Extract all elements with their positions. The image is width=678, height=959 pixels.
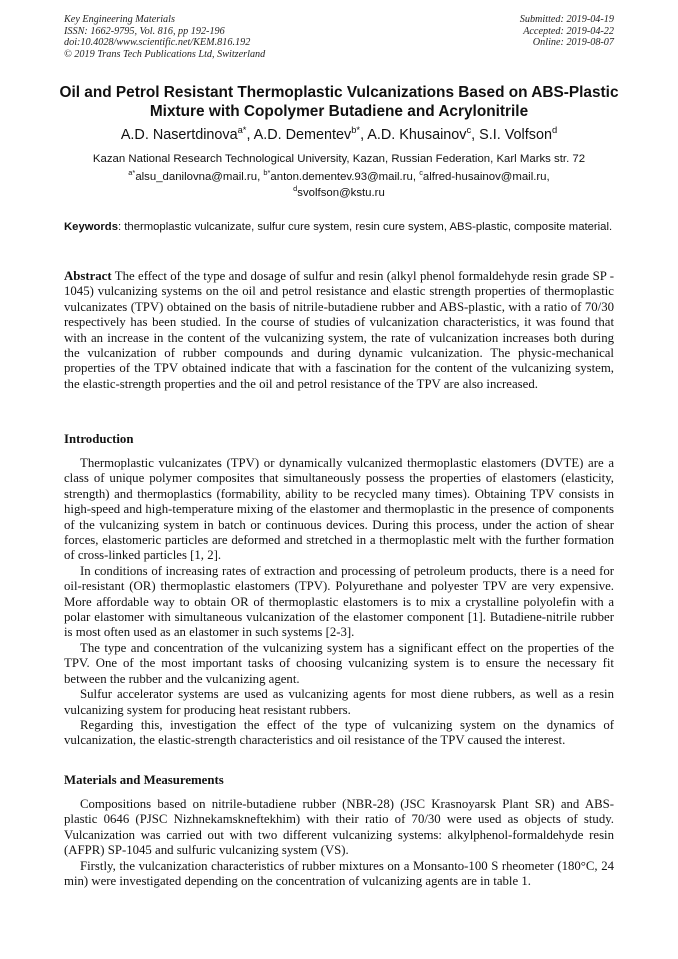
accepted-date: Accepted: 2019-04-22: [523, 25, 614, 37]
journal-name: Key Engineering Materials: [64, 14, 175, 25]
author-marker: a*: [237, 125, 247, 136]
paragraph: In conditions of increasing rates of extraction and processing of petroleum products, there is a need for oil-resistant (OR) thermoplastic elastomers (TPV). Polyurethane and polyester TPV are very expensive. More affordable way to obtain OR of thermoplastic elastomers is to mix a crystalline polyolefin with a polar elastomer with simultaneous vulcanization of the elastomer component [1]. Butadiene-nitrile rubber is most often used as an elastomer in such systems [2-3].: [64, 563, 614, 640]
author-marker: c: [466, 125, 472, 136]
copyright-line: © 2019 Trans Tech Publications Ltd, Switzerland: [64, 48, 266, 60]
author-name: S.I. Volfson: [479, 127, 552, 143]
keywords: [64, 220, 614, 234]
section-introduction: [64, 456, 614, 749]
dates-info: [520, 14, 614, 49]
email-marker: b*: [263, 168, 271, 178]
email-marker: a*: [128, 168, 136, 178]
author-name: A.D. Khusainov: [367, 127, 467, 143]
paragraph: Thermoplastic vulcanizates (TPV) or dynamically vulcanized thermoplastic elastomers (DVTE) are a class of unique polymer composites that simultaneously possess the properties of elastomers (elasticity, strength) and thermoplastics (formability, ability to be recycled many times). Obtaining TPV consists in high-speed and high-temperature mixing of the elastomer and thermoplastic in the presence of components of the vulcanizing system in batch or continuous devices. During this process, under the action of shear forces, elastomeric particles are deformed and stretched in a thermoplastic melt with the further formation of cross-linked particles [1, 2].: [64, 456, 614, 563]
author-list: A.D. Nasertdinova$^{a*}$, A.D. Dementev$^{b*}$, A.D. Khusainov$^c$, S.I. Volfson$^d$: [120, 125, 558, 143]
author-name: A.D. Nasertdinova: [120, 127, 238, 143]
email-marker: c: [419, 168, 423, 178]
abstract-label: Abstract: [64, 269, 112, 283]
abstract-text: The effect of the type and dosage of sulfur and resin (alkyl phenol formaldehyde resin grade SP - 1045) vulcanizing systems on the oil and petrol resistance and elastic strength properties of thermoplastic vulcanizates (TPV) obtained on the basis of nitrile-butadiene rubber and ABS-plastic, with a ratio of 70/30 respectively has been studied. In the course of studies of vulcanization characteristics, it was found that with an increase in the content of the vulcanizing system, the rate of vulcanization increases both during the vulcanization of rubber compounds and during dynamic vulcanization. The physic-mechanical properties of the TPV obtained indicate that with a fascination for the content of the vulcanizing system, the elastic-strength properties and the oil and petrol resistance of the TPV are also increased.: [64, 269, 614, 391]
paper-title: Oil and Petrol Resistant Thermoplastic Vulcanizations Based on ABS-Plastic Mixture with Copolymer Butadiene and Acrylonitrile: [59, 84, 619, 120]
issn-line: ISSN: 1662-9795, Vol. 816, pp 192-196: [64, 25, 225, 37]
author-marker: d: [551, 125, 558, 136]
online-date: Online: 2019-08-07: [532, 37, 614, 49]
email-link[interactable]: alsu_danilovna@mail.ru: [135, 171, 258, 183]
email-list: $^{a*}$alsu_danilovna@mail.ru, $^{b*}$anton.dementev.93@mail.ru, $^c$alfred-husainov@mail.ru, $^d$svolfson@kstu.ru: [128, 168, 550, 199]
submitted-date: Submitted: 2019-04-19: [519, 14, 614, 25]
author-name: A.D. Dementev: [253, 127, 352, 143]
journal-info: [64, 14, 265, 60]
section-heading-materials: Materials and Measurements: [64, 773, 224, 787]
abstract: [64, 269, 614, 392]
author-marker: b*: [351, 125, 361, 136]
paragraph: Sulfur accelerator systems are used as vulcanizing agents for most diene rubbers, as well as a resin vulcanizing system for producing heat resistant rubbers.: [64, 687, 614, 717]
paragraph: Regarding this, investigation the effect of the type of vulcanizing system on the dynamics of vulcanization, the elastic-strength characteristics and oil resistance of the TPV caused the interest.: [64, 717, 614, 748]
email-link[interactable]: svolfson@kstu.ru: [297, 186, 385, 199]
affiliation: Kazan National Research Technological University, Kazan, Russian Federation, Karl Marks str. 72: [92, 153, 586, 165]
paragraph: The type and concentration of the vulcanizing system has a significant effect on the properties of the TPV. One of the most important tasks of choosing vulcanizing system is to ensure the necessary fit between the rubber and the vulcanizing agent.: [64, 640, 614, 686]
keywords-text: : thermoplastic vulcanizate, sulfur cure system, resin cure system, ABS-plastic, composite material.: [118, 221, 613, 233]
section-materials: [64, 797, 614, 889]
email-link[interactable]: alfred-husainov@mail.ru: [422, 171, 547, 183]
email-marker: d: [293, 183, 298, 193]
email-link[interactable]: anton.dementev.93@mail.ru: [270, 171, 413, 183]
keywords-label: Keywords: [64, 221, 118, 233]
paragraph: Firstly, the vulcanization characteristics of rubber mixtures on a Monsanto-100 S rheometer (180°C, 24 min) were investigated depending on the concentration of vulcanizing agents are in table 1.: [64, 858, 614, 889]
section-heading-introduction: Introduction: [64, 432, 134, 446]
doi-line[interactable]: doi:10.4028/www.scientific.net/KEM.816.192: [64, 37, 251, 49]
paragraph: Compositions based on nitrile-butadiene rubber (NBR-28) (JSC Krasnoyarsk Plant SR) and ABS-plastic 0646 (PJSC Nizhnekamskneftekhim) with their ratio of 70/30 were used as objects of study. Vulcanization was carried out with two different vulcanizing systems: alkylphenol-formaldehyde resin (AFPR) SP-1045 and sulfuric vulcanizing system (VS).: [64, 797, 614, 858]
